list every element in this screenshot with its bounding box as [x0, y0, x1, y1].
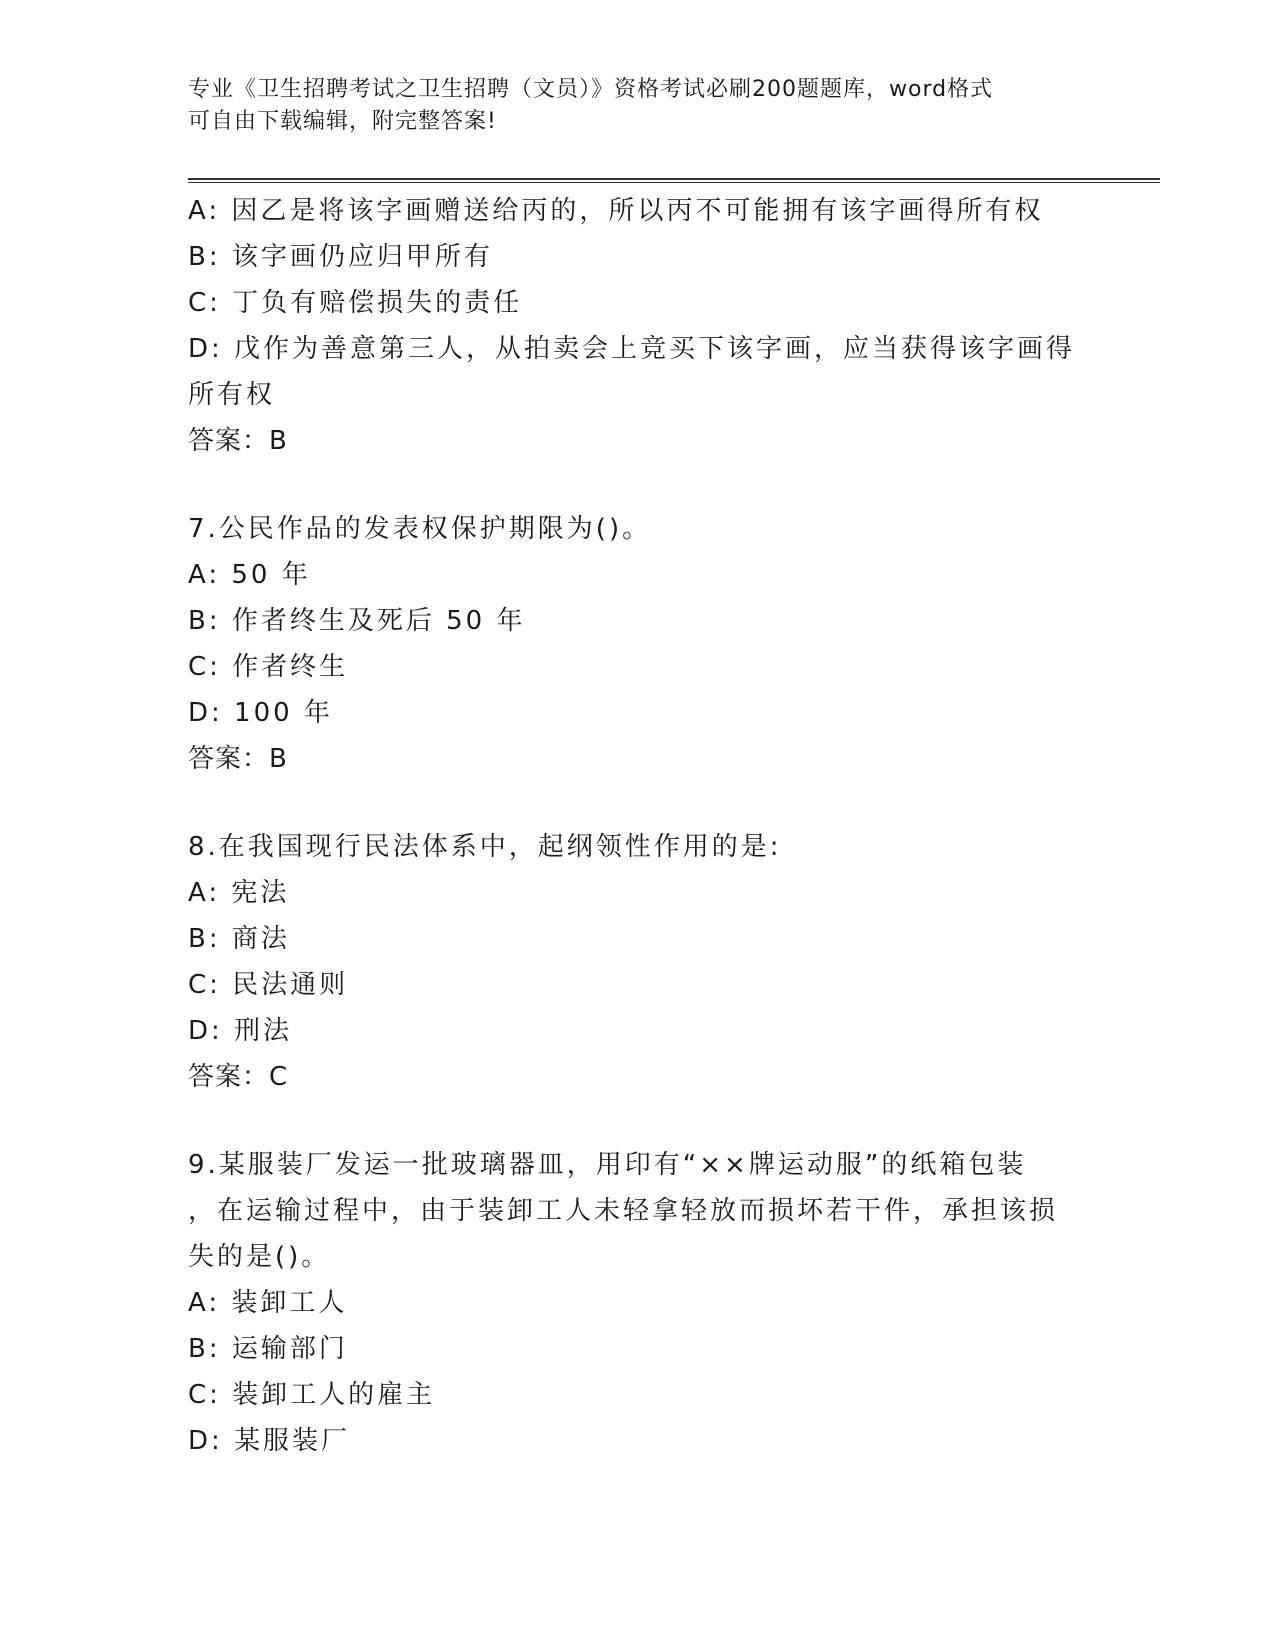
spacer: [188, 464, 1088, 506]
q8-option-c: C: 民法通则: [188, 970, 349, 1000]
document-header: [188, 74, 1068, 138]
question-7-block: [188, 506, 1088, 782]
spacer: [188, 1100, 1088, 1142]
q9-question-line-1: 9.某服装厂发运一批玻璃器皿，用印有“××牌运动服”的纸箱包装: [188, 1150, 1027, 1180]
q9-question-line-2: ，在运输过程中，由于装卸工人未轻拿轻放而损坏若干件，承担该损: [188, 1196, 1059, 1226]
q7-option-c: C: 作者终生: [188, 652, 349, 682]
header-title-line-1: 专业《卫生招聘考试之卫生招聘（文员）》资格考试必刷200题题库，word格式: [188, 77, 994, 102]
q8-answer: 答案：C: [188, 1062, 289, 1092]
q7-question: 7.公民作品的发表权保护期限为()。: [188, 514, 652, 544]
q7-option-b: B: 作者终生及死后 50 年: [188, 606, 526, 636]
header-title-line-2: 可自由下载编辑，附完整答案!: [188, 109, 497, 134]
q6-option-d: D: 戊作为善意第三人，从拍卖会上竞买下该字画，应当获得该字画得: [188, 334, 1076, 364]
question-8-block: [188, 824, 1088, 1100]
q9-option-d: D: 某服装厂: [188, 1426, 351, 1456]
q6-answer: 答案：B: [188, 426, 288, 456]
q8-option-a: A: 宪法: [188, 878, 290, 908]
q7-option-d: D: 100 年: [188, 698, 333, 728]
question-9-block: [188, 1142, 1088, 1464]
header-divider: [188, 178, 1160, 183]
q9-option-c: C: 装卸工人的雇主: [188, 1380, 436, 1410]
q7-answer: 答案：B: [188, 744, 288, 774]
q8-option-d: D: 刑法: [188, 1016, 293, 1046]
q6-option-b: B: 该字画仍应归甲所有: [188, 242, 493, 272]
q8-question: 8.在我国现行民法体系中，起纲领性作用的是:: [188, 832, 782, 862]
q6-option-d-continued: 所有权: [188, 380, 276, 410]
q9-option-b: B: 运输部门: [188, 1334, 348, 1364]
q9-option-a: A: 装卸工人: [188, 1288, 348, 1318]
question-6-block: [188, 188, 1088, 464]
q8-option-b: B: 商法: [188, 924, 290, 954]
q9-question-line-3: 失的是()。: [188, 1242, 331, 1272]
spacer: [188, 782, 1088, 824]
document-body: [188, 188, 1088, 1464]
q7-option-a: A: 50 年: [188, 560, 311, 590]
q6-option-a: A: 因乙是将该字画赠送给丙的，所以丙不可能拥有该字画得所有权: [188, 196, 1044, 226]
q6-option-c: C: 丁负有赔偿损失的责任: [188, 288, 523, 318]
